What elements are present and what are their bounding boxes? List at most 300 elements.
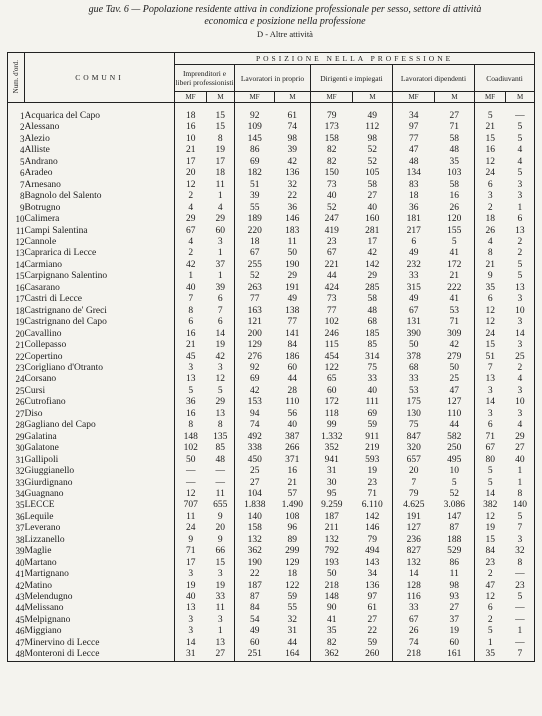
table-row <box>8 638 535 649</box>
value-cell: 3 <box>217 236 223 247</box>
comune-name: Aradeo <box>24 168 53 179</box>
value-cell: 77 <box>311 306 353 317</box>
comune-name: Collepasso <box>24 340 67 351</box>
value-cell: 454 <box>311 352 353 363</box>
value-cell: 42 <box>449 340 459 351</box>
value-cell: 12 <box>175 180 207 191</box>
value-cell: 847 <box>393 432 435 443</box>
value-cell: 8 <box>217 420 223 431</box>
value-cell: 190 <box>285 259 300 270</box>
value-cell: 135 <box>213 431 228 442</box>
value-cell: 3 <box>175 615 207 626</box>
table-row <box>8 386 535 397</box>
value-cell: 941 <box>311 455 353 466</box>
value-cell: 71 <box>449 317 459 328</box>
value-cell: 83 <box>393 180 435 191</box>
value-cell: 36 <box>393 203 435 214</box>
value-cell: 27 <box>449 111 459 121</box>
table-row <box>8 363 535 374</box>
value-cell: 247 <box>311 214 353 225</box>
comune-name: Galatina <box>24 431 57 442</box>
value-cell: 5 <box>506 122 535 133</box>
table-row <box>8 214 535 225</box>
row-number: 32 <box>8 466 25 477</box>
value-cell: 50 <box>393 340 435 351</box>
value-cell: 50 <box>311 569 353 580</box>
value-cell: 42 <box>367 248 377 259</box>
value-cell: 127 <box>393 523 435 534</box>
value-cell: 44 <box>287 637 297 648</box>
value-cell: 1 <box>506 466 535 477</box>
value-cell: — <box>215 466 225 477</box>
value-cell: 16 <box>449 191 459 202</box>
value-cell: 143 <box>365 557 380 568</box>
value-cell: 29 <box>506 432 535 443</box>
value-cell: 50 <box>287 248 297 259</box>
value-cell: 1 <box>506 203 535 214</box>
value-cell: 82 <box>311 145 353 156</box>
value-cell: 3 <box>506 535 535 546</box>
value-cell: 60 <box>311 386 353 397</box>
value-cell: 94 <box>235 409 275 420</box>
value-cell: 320 <box>393 443 435 454</box>
value-cell: 59 <box>367 420 377 431</box>
value-cell: 60 <box>449 637 459 648</box>
value-cell: 23 <box>367 477 377 488</box>
value-cell: 102 <box>311 317 353 328</box>
value-cell: 33 <box>367 374 377 385</box>
value-cell: 120 <box>447 214 462 225</box>
table-row <box>8 523 535 534</box>
value-cell: 57 <box>287 488 297 499</box>
value-cell: 13 <box>215 408 225 419</box>
table-row <box>8 569 535 580</box>
value-cell: 41 <box>449 248 459 259</box>
value-cell: 14 <box>475 489 506 500</box>
value-cell: 25 <box>506 352 535 363</box>
value-cell: 148 <box>175 432 207 443</box>
table-row <box>8 512 535 523</box>
value-cell: 24 <box>475 168 506 179</box>
value-cell: 707 <box>175 500 207 511</box>
value-cell: 87 <box>449 523 459 534</box>
group-header-lavoratori-proprio: Lavoratori in proprio <box>235 65 311 92</box>
value-cell: 102 <box>175 443 207 454</box>
value-cell: 19 <box>215 580 225 591</box>
value-cell: 3.086 <box>443 500 465 511</box>
value-cell: 18 <box>215 168 225 179</box>
value-cell: 58 <box>449 179 459 190</box>
value-cell: 89 <box>287 534 297 545</box>
value-cell: 6 <box>475 603 506 614</box>
value-cell: 4 <box>506 420 535 431</box>
value-cell: 309 <box>447 328 462 339</box>
row-number: 37 <box>8 523 25 534</box>
value-cell: 36 <box>287 202 297 213</box>
value-cell: 21 <box>175 340 207 351</box>
value-cell: 251 <box>235 649 275 661</box>
value-cell: 69 <box>235 374 275 385</box>
row-number: 17 <box>8 294 25 305</box>
value-cell: 26 <box>393 626 435 637</box>
value-cell: 3 <box>506 191 535 202</box>
value-cell: 1 <box>217 191 223 202</box>
comune-name: Gallipoli <box>24 454 59 465</box>
comune-name: Cannole <box>24 236 57 247</box>
value-cell: 2 <box>175 248 207 259</box>
value-cell: 14 <box>475 397 506 408</box>
value-cell: 4 <box>506 157 535 168</box>
value-cell: 116 <box>393 592 435 603</box>
value-cell: 136 <box>365 580 380 591</box>
value-cell: 16 <box>175 409 207 420</box>
table-row <box>8 248 535 259</box>
comune-name: Bagnolo del Salento <box>24 191 102 202</box>
title-line-2: economica e posizione nella professione <box>204 16 366 27</box>
row-number: 26 <box>8 397 25 408</box>
value-cell: 22 <box>235 569 275 580</box>
subheader-m: M <box>435 92 475 103</box>
value-cell: 6 <box>506 214 535 225</box>
value-cell: 14 <box>393 569 435 580</box>
row-number: 41 <box>8 569 25 580</box>
table-row <box>8 226 535 237</box>
value-cell: 792 <box>311 546 353 557</box>
value-cell: 12 <box>475 512 506 523</box>
value-cell: 9 <box>475 271 506 282</box>
value-cell: 27 <box>367 191 377 202</box>
value-cell: 16 <box>475 145 506 156</box>
comune-name: Casarano <box>24 282 60 293</box>
value-cell: 494 <box>365 546 380 557</box>
value-cell: 191 <box>393 512 435 523</box>
value-cell: 5 <box>506 134 535 145</box>
value-cell: 54 <box>235 615 275 626</box>
value-cell: 4.625 <box>393 500 435 511</box>
value-cell: 4 <box>475 237 506 248</box>
value-cell: 61 <box>367 603 377 614</box>
value-cell: 12 <box>475 317 506 328</box>
value-cell: 6 <box>393 237 435 248</box>
row-number: 10 <box>8 214 25 225</box>
value-cell: 42 <box>175 260 207 271</box>
value-cell: 390 <box>393 329 435 340</box>
comune-name: Campi Salentina <box>24 225 88 236</box>
value-cell: 246 <box>311 329 353 340</box>
value-cell: 352 <box>311 443 353 454</box>
value-cell: 8 <box>506 558 535 569</box>
value-cell: 98 <box>449 580 459 591</box>
value-cell: 13 <box>175 603 207 614</box>
comune-name: Melpignano <box>24 614 71 625</box>
subheader-m: M <box>207 92 235 103</box>
value-cell: 47 <box>449 385 459 396</box>
value-cell: 2 <box>475 569 506 580</box>
value-cell: 34 <box>393 103 435 123</box>
row-number: 43 <box>8 592 25 603</box>
value-cell: 582 <box>447 431 462 442</box>
value-cell: 172 <box>447 259 462 270</box>
table-row <box>8 478 535 489</box>
value-cell: 218 <box>311 581 353 592</box>
value-cell: 21 <box>175 145 207 156</box>
value-cell: 35 <box>449 156 459 167</box>
value-cell: — <box>506 103 535 123</box>
value-cell: 1 <box>506 626 535 637</box>
value-cell: 48 <box>215 454 225 465</box>
value-cell: 9 <box>217 511 223 522</box>
value-cell: 16 <box>287 466 297 477</box>
value-cell: — <box>175 478 207 489</box>
value-cell: 911 <box>365 431 380 442</box>
table-row <box>8 329 535 340</box>
value-cell: 49 <box>367 111 377 121</box>
value-cell: 60 <box>287 362 297 373</box>
value-cell: 164 <box>275 649 311 661</box>
value-cell: 42 <box>287 156 297 167</box>
row-number: 8 <box>8 191 25 202</box>
row-number: 24 <box>8 374 25 385</box>
value-cell: 158 <box>311 134 353 145</box>
value-cell: 35 <box>311 626 353 637</box>
value-cell: 27 <box>449 603 459 614</box>
comune-name: Leverano <box>24 523 61 534</box>
value-cell: 68 <box>367 317 377 328</box>
row-number: 22 <box>8 352 25 363</box>
value-cell: 108 <box>285 511 300 522</box>
row-number: 30 <box>8 443 25 454</box>
value-cell: 3 <box>217 614 223 625</box>
value-cell: 424 <box>311 283 353 294</box>
value-cell: 67 <box>475 443 506 454</box>
value-cell: 36 <box>175 397 207 408</box>
value-cell: 3 <box>217 569 223 580</box>
value-cell: 136 <box>285 168 300 179</box>
value-cell: 193 <box>311 558 353 569</box>
value-cell: 33 <box>393 374 435 385</box>
table-row <box>8 535 535 546</box>
value-cell: 529 <box>447 546 462 557</box>
value-cell: 50 <box>449 362 459 373</box>
value-cell: 18 <box>287 569 297 580</box>
value-cell: 5 <box>506 260 535 271</box>
value-cell: 48 <box>449 145 459 156</box>
value-cell: 45 <box>175 352 207 363</box>
value-cell: 130 <box>393 409 435 420</box>
value-cell: 4 <box>217 202 223 213</box>
comune-name: Caprarica di Lecce <box>24 248 97 259</box>
comune-name: Cutrofiano <box>24 397 66 408</box>
value-cell: 175 <box>393 397 435 408</box>
value-cell: 387 <box>285 431 300 442</box>
value-cell: 450 <box>235 455 275 466</box>
table-row <box>8 615 535 626</box>
value-cell: 12 <box>215 374 225 385</box>
value-cell: 52 <box>235 271 275 282</box>
table-row <box>8 546 535 557</box>
value-cell: 77 <box>287 317 297 328</box>
comune-name: Alezio <box>24 133 50 144</box>
value-cell: 52 <box>367 156 377 167</box>
value-cell: 122 <box>285 580 300 591</box>
value-cell: 29 <box>287 271 297 282</box>
value-cell: 92 <box>235 363 275 374</box>
value-cell: 17 <box>215 156 225 167</box>
comune-name: Diso <box>24 408 43 419</box>
value-cell: 6 <box>217 294 223 305</box>
value-cell: 5 <box>506 592 535 603</box>
table-row <box>8 592 535 603</box>
value-cell: 85 <box>215 443 225 454</box>
value-cell: 58 <box>449 133 459 144</box>
row-number: 28 <box>8 420 25 431</box>
value-cell: 13 <box>475 374 506 385</box>
table-row <box>8 103 535 123</box>
value-cell: 23 <box>506 581 535 592</box>
row-number: 6 <box>8 168 25 179</box>
comune-name: Castri di Lecce <box>24 294 83 305</box>
value-cell: 105 <box>365 168 380 179</box>
row-number: 3 <box>8 134 25 145</box>
table-row <box>8 283 535 294</box>
value-cell: 12 <box>475 592 506 603</box>
value-cell: 1.332 <box>311 432 353 443</box>
value-cell: 15 <box>215 557 225 568</box>
value-cell: 1 <box>475 638 506 649</box>
value-cell: 44 <box>449 420 459 431</box>
value-cell: 378 <box>393 352 435 363</box>
value-cell: 134 <box>393 168 435 179</box>
value-cell: — <box>506 638 535 649</box>
value-cell: 4 <box>175 237 207 248</box>
value-cell: 39 <box>287 145 297 156</box>
table-row <box>8 294 535 305</box>
row-number: 31 <box>8 455 25 466</box>
value-cell: 1 <box>217 271 223 282</box>
value-cell: 315 <box>393 283 435 294</box>
value-cell: 115 <box>311 340 353 351</box>
value-cell: 12 <box>175 489 207 500</box>
value-cell: 37 <box>449 614 459 625</box>
value-cell: 42 <box>215 351 225 362</box>
row-number: 23 <box>8 363 25 374</box>
value-cell: — <box>506 569 535 580</box>
table-row <box>8 397 535 408</box>
row-number: 38 <box>8 535 25 546</box>
row-number: 29 <box>8 432 25 443</box>
value-cell: 66 <box>215 546 225 557</box>
value-cell: 188 <box>447 534 462 545</box>
value-cell: 25 <box>235 466 275 477</box>
group-header-imprenditori: Imprenditori e liberi professionisti <box>175 65 235 92</box>
value-cell: 58 <box>367 294 377 305</box>
value-cell: 5 <box>475 103 506 123</box>
value-cell: 13 <box>215 637 225 648</box>
table-row <box>8 374 535 385</box>
value-cell: 200 <box>235 329 275 340</box>
comune-name: LECCE <box>24 500 55 511</box>
row-number: 7 <box>8 180 25 191</box>
value-cell: 33 <box>215 592 225 603</box>
row-number: 9 <box>8 203 25 214</box>
value-cell: 7 <box>506 523 535 534</box>
value-cell: 657 <box>393 455 435 466</box>
comune-name: Guagnano <box>24 488 64 499</box>
value-cell: 21 <box>287 477 297 488</box>
value-cell: 181 <box>393 214 435 225</box>
value-cell: 8 <box>475 248 506 259</box>
comune-name: Alliste <box>24 145 50 156</box>
value-cell: 82 <box>311 638 353 649</box>
value-cell: 145 <box>235 134 275 145</box>
value-cell: 6.110 <box>361 500 383 511</box>
table-row <box>8 649 535 661</box>
value-cell: 29 <box>367 271 377 282</box>
row-number: 46 <box>8 626 25 637</box>
row-number: 36 <box>8 512 25 523</box>
value-cell: 103 <box>447 168 462 179</box>
value-cell: 5 <box>451 236 457 247</box>
title-subsection: D - Altre attività <box>257 29 313 39</box>
row-number: 35 <box>8 500 25 511</box>
value-cell: 86 <box>449 557 459 568</box>
table-row <box>8 340 535 351</box>
value-cell: 15 <box>475 340 506 351</box>
row-number: 1 <box>8 103 25 123</box>
value-cell: 74 <box>287 122 297 133</box>
value-cell: 98 <box>287 133 297 144</box>
value-cell: 8 <box>217 133 223 144</box>
row-number: 19 <box>8 317 25 328</box>
row-number: 40 <box>8 558 25 569</box>
value-cell: 56 <box>287 408 297 419</box>
value-cell: 140 <box>235 512 275 523</box>
value-cell: 53 <box>449 305 459 316</box>
value-cell: 60 <box>215 225 225 236</box>
row-number: 5 <box>8 157 25 168</box>
value-cell: 69 <box>367 408 377 419</box>
value-cell: 10 <box>449 466 459 477</box>
value-cell: 140 <box>506 500 535 511</box>
comune-name: Matino <box>24 580 52 591</box>
value-cell: 13 <box>506 226 535 237</box>
value-cell: 29 <box>215 397 225 408</box>
subheader-m: M <box>275 92 311 103</box>
value-cell: 1 <box>217 626 223 637</box>
statistics-table <box>7 52 535 662</box>
value-cell: 104 <box>235 489 275 500</box>
value-cell: 27 <box>235 478 275 489</box>
value-cell: 211 <box>311 523 353 534</box>
value-cell: 593 <box>365 454 380 465</box>
title-line-1: gue Tav. 6 — Popolazione residente attiva in condizione professionale per sesso, settore di attività <box>88 4 482 15</box>
value-cell: 314 <box>365 351 380 362</box>
value-cell: 187 <box>235 581 275 592</box>
table-row <box>8 237 535 248</box>
table-row <box>8 420 535 431</box>
value-cell: 23 <box>475 558 506 569</box>
table-row <box>8 558 535 569</box>
subheader-mf: MF <box>475 92 506 103</box>
row-number: 47 <box>8 638 25 649</box>
value-cell: 34 <box>367 569 377 580</box>
value-cell: 19 <box>215 340 225 351</box>
value-cell: 495 <box>447 454 462 465</box>
value-cell: 1 <box>506 478 535 489</box>
table-row <box>8 180 535 191</box>
value-cell: 155 <box>447 225 462 236</box>
value-cell: 158 <box>235 523 275 534</box>
